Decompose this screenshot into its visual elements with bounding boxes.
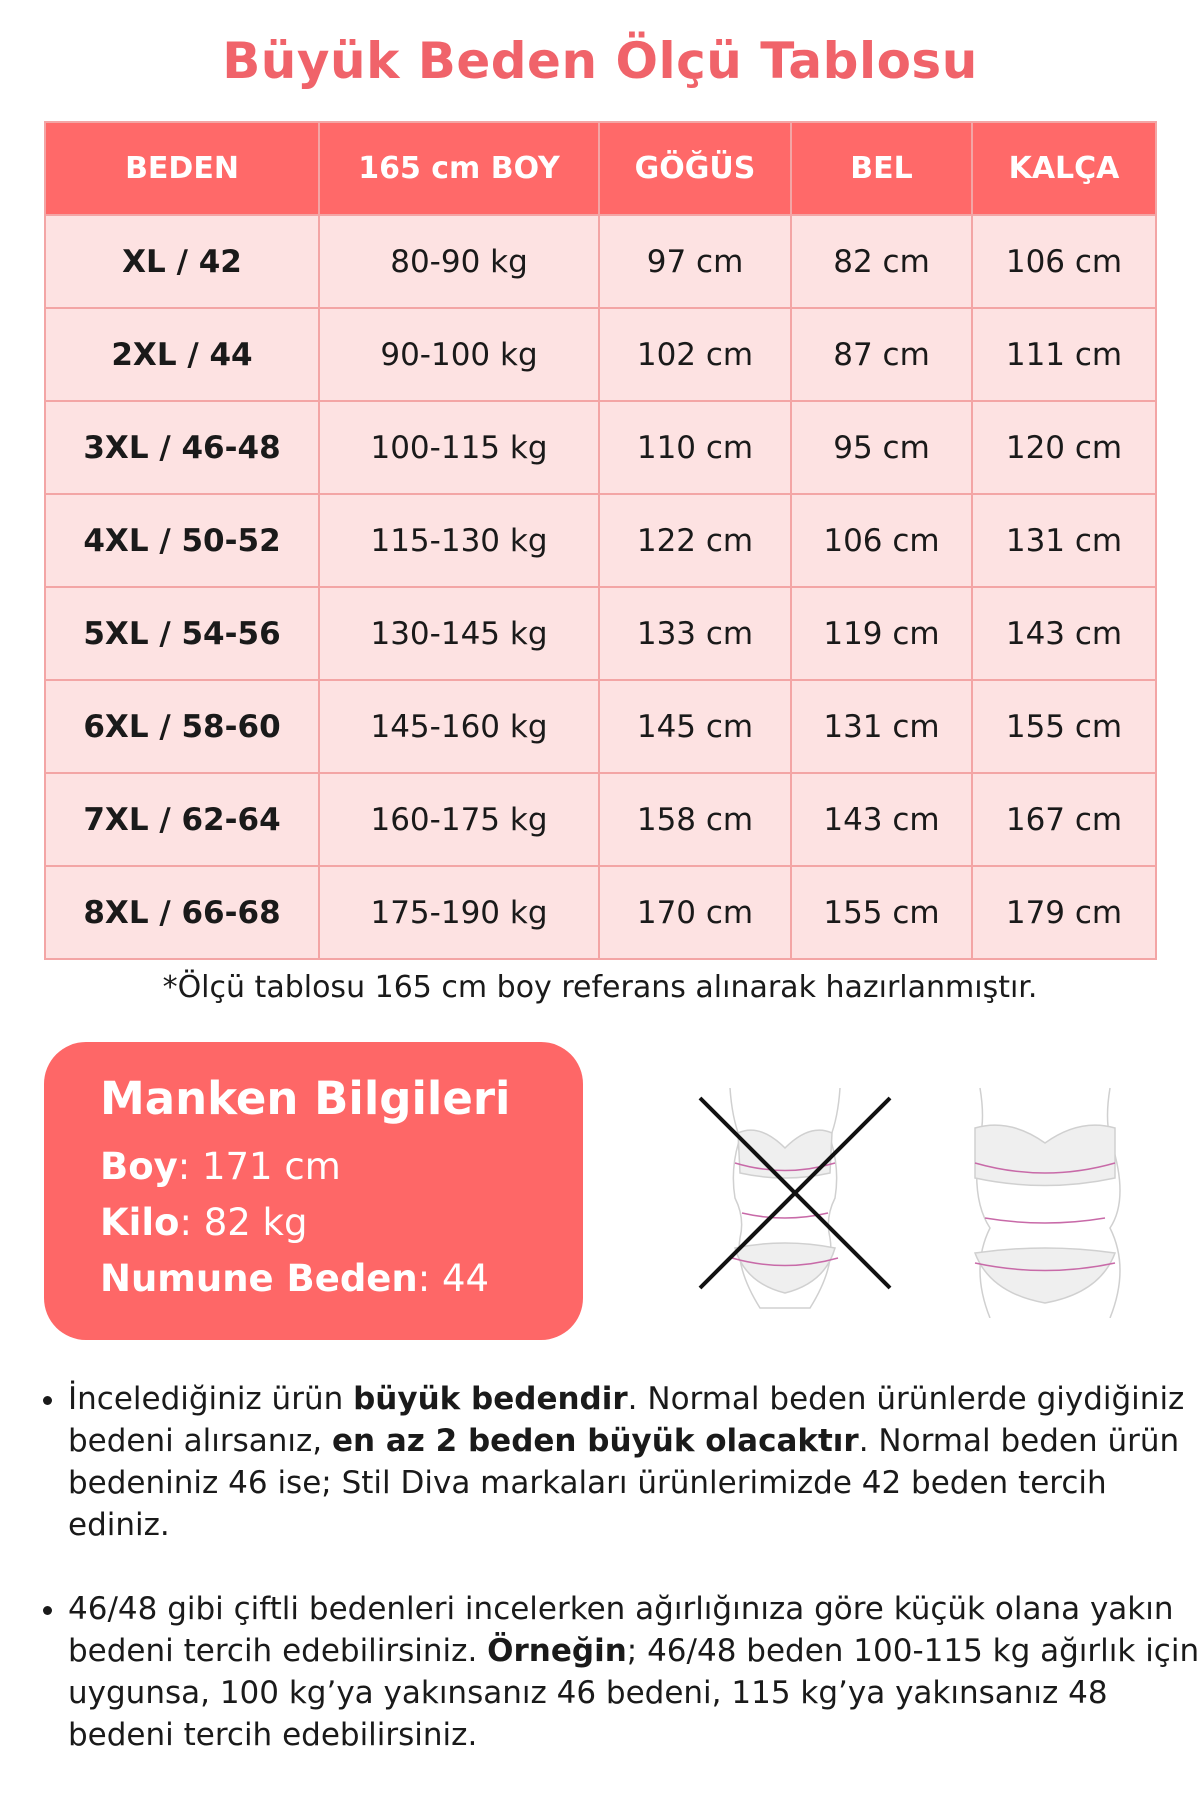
value-cell: 145-160 kg — [319, 680, 599, 773]
header-cell: 165 cm BOY — [319, 122, 599, 215]
bullet-text: . Normal beden ürünlerde giydiğiniz bedeni alırsanız, — [68, 1381, 1185, 1459]
value-cell: 145 cm — [599, 680, 791, 773]
value-cell: 80-90 kg — [319, 215, 599, 308]
value-cell: 100-115 kg — [319, 401, 599, 494]
value-cell: 143 cm — [972, 587, 1156, 680]
value-cell: 131 cm — [791, 680, 972, 773]
header-cell: GÖĞÜS — [599, 122, 791, 215]
table-row — [45, 866, 1156, 959]
value-cell: 160-175 kg — [319, 773, 599, 866]
value-cell: 131 cm — [972, 494, 1156, 587]
bullet-item — [68, 1378, 1200, 1546]
model-info-card — [44, 1042, 583, 1340]
model-weight: Kilo: 82 kg — [100, 1201, 308, 1244]
size-chart-table — [44, 121, 1157, 960]
table-row — [45, 308, 1156, 401]
bullet-text: . Normal beden ürün bedeniniz 46 ise; Stil Diva markaları ürünlerimizde 42 beden tercih ediniz. — [68, 1423, 1180, 1543]
bullet-text: 46/48 gibi çiftli bedenleri incelerken ağırlığınıza göre küçük olana yakın bedeni tercih edebilirsiniz. — [68, 1591, 1174, 1669]
header-cell: BEL — [791, 122, 972, 215]
table-header-row — [45, 122, 1156, 215]
value-cell: 102 cm — [599, 308, 791, 401]
value-cell: 133 cm — [599, 587, 791, 680]
value-cell: 120 cm — [972, 401, 1156, 494]
plus-size-body-figure — [975, 1088, 1120, 1318]
table-row — [45, 680, 1156, 773]
value-cell: 90-100 kg — [319, 308, 599, 401]
header-cell: KALÇA — [972, 122, 1156, 215]
value-cell: 110 cm — [599, 401, 791, 494]
header-cell: BEDEN — [45, 122, 319, 215]
table-row — [45, 587, 1156, 680]
bullet-text: en az 2 beden büyük olacaktır — [331, 1423, 859, 1459]
table-row — [45, 773, 1156, 866]
value-cell: 175-190 kg — [319, 866, 599, 959]
value-cell: 106 cm — [972, 215, 1156, 308]
value-cell: 122 cm — [599, 494, 791, 587]
value-cell: 106 cm — [791, 494, 972, 587]
table-row — [45, 215, 1156, 308]
value-cell: 143 cm — [791, 773, 972, 866]
size-cell: 5XL / 54-56 — [45, 587, 319, 680]
bullet-text: ; 46/48 beden 100-115 kg ağırlık için uygunsa, 100 kg’ya yakınsanız 46 bedeni, 115 kg’ya yakınsanız 48 bedeni tercih edebilirsiniz. — [68, 1633, 1200, 1753]
bullet-text: büyük bedendir — [353, 1381, 628, 1417]
value-cell: 111 cm — [972, 308, 1156, 401]
value-cell: 167 cm — [972, 773, 1156, 866]
table-row — [45, 494, 1156, 587]
table-row — [45, 401, 1156, 494]
value-cell: 179 cm — [972, 866, 1156, 959]
page-title: Büyük Beden Ölçü Tablosu — [222, 32, 978, 90]
value-cell: 97 cm — [599, 215, 791, 308]
model-height: Boy: 171 cm — [100, 1145, 341, 1188]
value-cell: 82 cm — [791, 215, 972, 308]
size-cell: 6XL / 58-60 — [45, 680, 319, 773]
bullet-text: Örneğin — [487, 1633, 627, 1669]
footnote: *Ölçü tablosu 165 cm boy referans alınarak hazırlanmıştır. — [162, 970, 1038, 1005]
value-cell: 119 cm — [791, 587, 972, 680]
slim-body-figure — [730, 1088, 840, 1308]
value-cell: 158 cm — [599, 773, 791, 866]
size-cell: XL / 42 — [45, 215, 319, 308]
size-cell: 8XL / 66-68 — [45, 866, 319, 959]
bullet-item — [68, 1588, 1200, 1756]
size-cell: 3XL / 46-48 — [45, 401, 319, 494]
size-cell: 4XL / 50-52 — [45, 494, 319, 587]
model-info-heading: Manken Bilgileri — [100, 1072, 511, 1125]
size-cell: 7XL / 62-64 — [45, 773, 319, 866]
value-cell: 155 cm — [791, 866, 972, 959]
value-cell: 155 cm — [972, 680, 1156, 773]
model-sample-size: Numune Beden: 44 — [100, 1257, 490, 1300]
value-cell: 115-130 kg — [319, 494, 599, 587]
size-cell: 2XL / 44 — [45, 308, 319, 401]
value-cell: 170 cm — [599, 866, 791, 959]
body-figures — [690, 1078, 1160, 1318]
value-cell: 87 cm — [791, 308, 972, 401]
bullet-text: İncelediğiniz ürün — [68, 1381, 354, 1417]
value-cell: 95 cm — [791, 401, 972, 494]
info-bullets — [38, 1378, 1200, 1798]
value-cell: 130-145 kg — [319, 587, 599, 680]
